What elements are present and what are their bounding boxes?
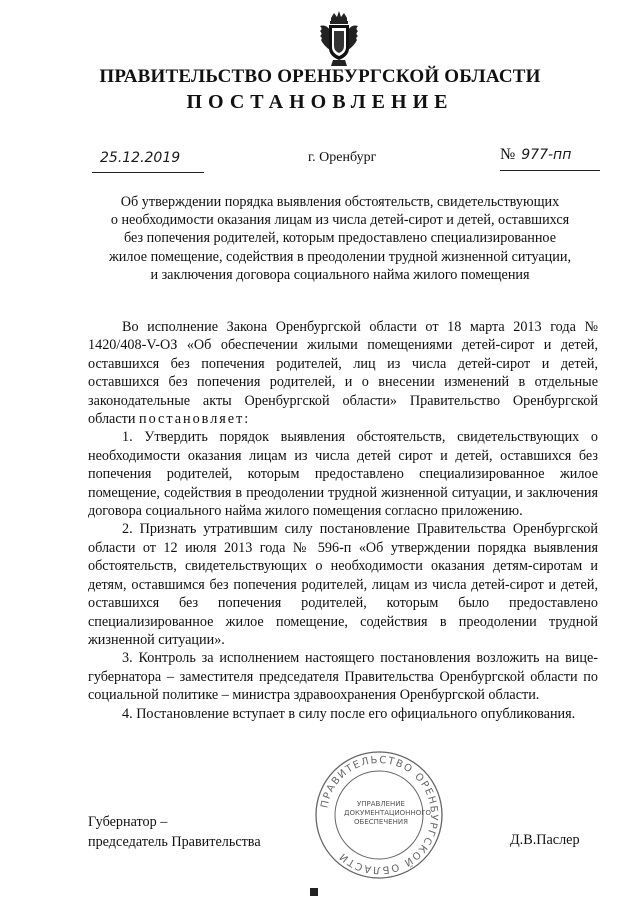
number-field (500, 146, 600, 171)
document-date: 25.12.2019 (100, 150, 181, 166)
number-prefix: № (500, 146, 516, 163)
clause-4: 4. Постановление вступает в силу после его официального опубликования. (122, 705, 576, 722)
signatory-title (88, 812, 261, 852)
seal-inner-text (344, 800, 432, 827)
date-field (92, 150, 204, 173)
svg-text:ПРАВИТЕЛЬСТВО ОРЕНБУРГСКОЙ ОБЛ: ПРАВИТЕЛЬСТВО ОРЕНБУРГСКОЙ ОБЛАСТИ (319, 754, 440, 876)
preamble-text: Во исполнение Закона Оренбургской области от 18 марта 2013 года № 1420/408-V-ОЗ «Об обеспечении жилыми помещениями детей-сирот и детей, оставшихся без попечения родителей, лиц из числа детей-сирот и детей, оставшихся без попечения родителей, и о внесении изменений в отдельные законодательные акты Оренбургской области» Правительство Оренбургской области (88, 319, 598, 428)
clause-1: 1. Утвердить порядок выявления обстоятельств, свидетельствующих о необходимости оказания лицам из числа детей сирот и детей, оставшихся без попечения родителей, которым предоставлено специализированное жилое помещение, содействия в преодолении трудной жизненной ситуации, и заключения договора социального найма жилого помещения согласно приложению. (88, 429, 598, 520)
subject-line: Об утверждении порядка выявления обстоятельств, свидетельствующих (120, 194, 560, 210)
seal-line: ДОКУМЕНТАЦИОННОГО (344, 809, 432, 817)
subject-line: жилое помещение, содействия в преодолении трудной жизненной ситуации, (108, 248, 572, 265)
document-number: 977-пп (521, 147, 572, 163)
resolves-word: постановляет: (138, 411, 251, 428)
government-title: ПРАВИТЕЛЬСТВО ОРЕНБУРГСКОЙ ОБЛАСТИ (99, 66, 541, 87)
document-body (88, 318, 598, 723)
clause-3: 3. Контроль за исполнением настоящего постановления возложить на вице-губернатора – заместителя председателя Правительства Оренбургской области по социальной политике – министра здравоохранения Оренбургской области. (88, 650, 598, 704)
subject-line: без попечения родителей, которым предоставлено специализированное (123, 230, 556, 247)
preamble-paragraph (88, 318, 598, 428)
document-subject (80, 193, 600, 284)
signatory-name: Д.В.Паслер (510, 832, 580, 848)
document-type: ПОСТАНОВЛЕНИЕ (186, 91, 454, 113)
footer-mark (310, 888, 318, 896)
clause-2: 2. Признать утратившим силу постановление Правительства Оренбургской области от 12 июля 2013 года № 596-п «Об утверждении порядка выявления обстоятельств, свидетельствующих о необходимости оказания детям-сиротам и детям, оставшимся без попечения родителей, лицам из числа детей-сирот и детей, оставшихся без попечения родителей, которым было предоставлено специализированное жилое помещение, содействия в преодолении трудной жизненной ситуации». (88, 521, 598, 648)
subject-line: и заключения договора социального найма жилого помещения (150, 266, 530, 283)
signatory-title-line: Губернатор – (88, 814, 168, 830)
subject-line: о необходимости оказания лицам из числа детей-сирот и детей, оставшихся (110, 212, 570, 229)
seal-line: ОБЕСПЕЧЕНИЯ (354, 818, 408, 826)
coat-of-arms-icon (318, 10, 360, 68)
city-label: г. Оренбург (308, 150, 377, 165)
signatory-title-line: председатель Правительства (88, 834, 261, 850)
seal-line: УПРАВЛЕНИЕ (357, 800, 405, 808)
